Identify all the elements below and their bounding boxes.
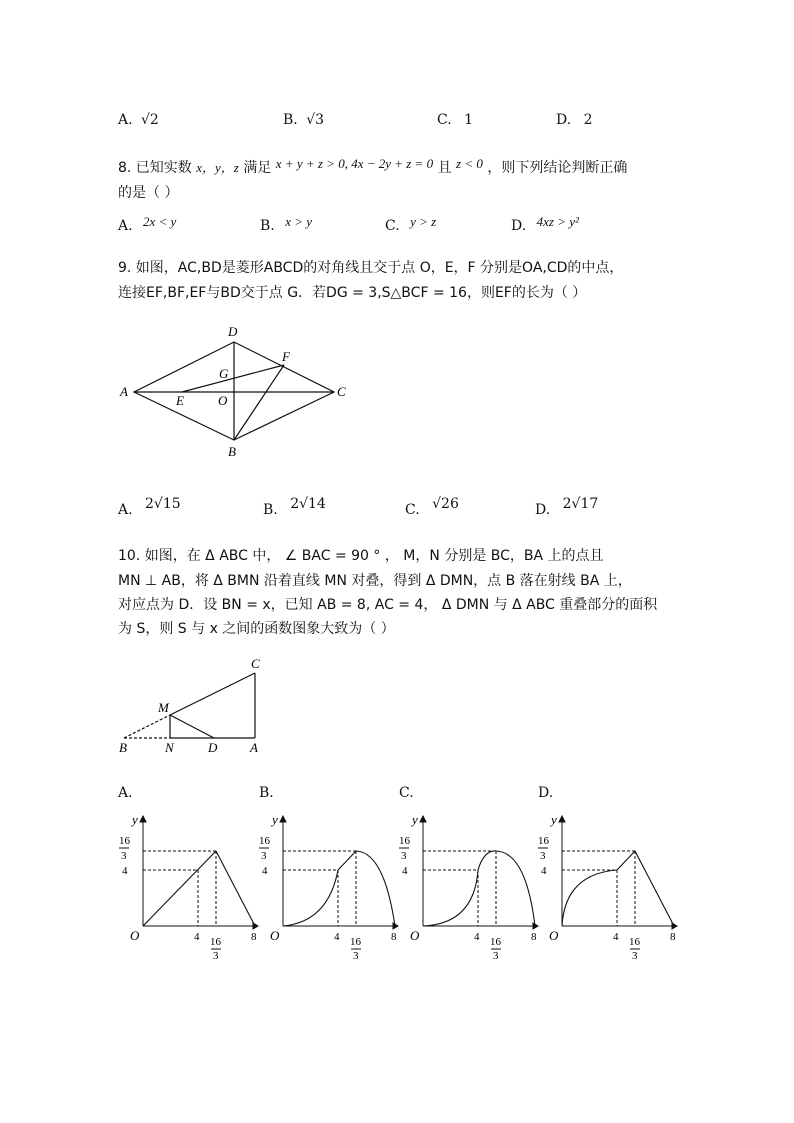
q9-option-c-letter: C. bbox=[405, 502, 420, 518]
q10-graph-c-ytick-3: 3 bbox=[401, 850, 407, 862]
q10-graph-a[interactable] bbox=[114, 812, 260, 960]
q8-option-d-letter: D. bbox=[511, 218, 527, 234]
q8-vars: x，y，z bbox=[196, 160, 239, 175]
q10-graph-d-ytick-16: 16 bbox=[538, 835, 549, 847]
q7-option-c-letter: C. bbox=[437, 112, 452, 128]
q8-stem-line2: 的是（ ） bbox=[118, 185, 179, 201]
q9-label-e: E bbox=[176, 393, 184, 408]
q10-graph-d-origin: O bbox=[549, 928, 559, 943]
q9-rhombus-figure bbox=[112, 318, 362, 463]
q9-option-c[interactable] bbox=[405, 496, 459, 518]
q8-stem-line1 bbox=[118, 157, 627, 177]
q10-graph-b-origin: O bbox=[270, 928, 280, 943]
q7-option-c[interactable] bbox=[437, 112, 473, 128]
q10-graph-c-ytick-16: 16 bbox=[399, 835, 410, 847]
q7-option-b-letter: B. bbox=[283, 112, 298, 128]
q10-graph-c-xtick-16: 16 bbox=[490, 936, 501, 948]
q9-option-b[interactable] bbox=[263, 496, 326, 518]
q8-option-b-text: x > y bbox=[285, 214, 313, 229]
q10-graph-d-xtick-3: 3 bbox=[632, 950, 638, 960]
q7-option-b[interactable] bbox=[283, 112, 324, 128]
q10-graph-d-xtick-16: 16 bbox=[629, 936, 640, 948]
q10-graph-c-origin: O bbox=[410, 928, 420, 943]
q10-graph-d-y-label: y bbox=[551, 812, 557, 827]
q10-graph-b-ytick-3: 3 bbox=[261, 850, 267, 862]
q10-graph-b-xtick-8: 8 bbox=[391, 931, 397, 943]
q10-graph-b-xtick-16: 16 bbox=[350, 936, 361, 948]
q10-graph-c-y-label: y bbox=[412, 812, 418, 827]
q8-option-b-letter: B. bbox=[260, 218, 275, 234]
q8-condition: x + y + z > 0, 4x − 2y + z = 0 bbox=[275, 156, 434, 171]
q8-text-a: 8. 已知实数 bbox=[118, 160, 192, 176]
q10-stem-line4: 为 S，则 S 与 x 之间的函数图象大致为（ ） bbox=[118, 621, 395, 637]
q9-label-d: D bbox=[228, 324, 238, 339]
q7-option-a-letter: A. bbox=[118, 112, 133, 128]
q10-label-d: D bbox=[208, 740, 218, 755]
q10-graph-a-ytick-3: 3 bbox=[121, 850, 127, 862]
q8-option-c-letter: C. bbox=[385, 218, 400, 234]
q10-graph-a-xtick-8: 8 bbox=[251, 931, 257, 943]
q10-graph-a-y-label: y bbox=[132, 812, 138, 827]
q8-text-c: 且 bbox=[437, 160, 452, 176]
q8-option-a[interactable] bbox=[118, 214, 177, 234]
q9-option-a[interactable] bbox=[118, 496, 181, 518]
q10-graph-a-xtick-3: 3 bbox=[213, 950, 219, 960]
q8-condition2: z < 0 bbox=[456, 156, 483, 171]
q10-graph-c-xtick-8: 8 bbox=[531, 931, 537, 943]
q10-graph-a-xtick-16: 16 bbox=[210, 936, 221, 948]
q7-option-c-text: 1 bbox=[464, 112, 474, 128]
q10-graph-d-xtick-4: 4 bbox=[613, 931, 619, 943]
q9-option-d-text: 2√17 bbox=[562, 496, 599, 512]
q7-option-d-text: 2 bbox=[583, 112, 593, 128]
q10-option-a-letter[interactable]: A. bbox=[118, 785, 133, 801]
q10-triangle-figure bbox=[112, 652, 272, 757]
q10-graph-a-xtick-4: 4 bbox=[194, 931, 200, 943]
q10-stem-line2: MN ⊥ AB，将 Δ BMN 沿着直线 MN 对叠，得到 Δ DMN，点 B 落在射线 BA 上， bbox=[118, 573, 632, 589]
q10-graph-d[interactable] bbox=[533, 812, 679, 960]
q9-label-g: G bbox=[219, 366, 229, 381]
q10-option-c-letter[interactable]: C. bbox=[399, 785, 414, 801]
q9-label-c: C bbox=[337, 384, 346, 399]
q8-option-d[interactable] bbox=[511, 214, 579, 234]
q8-option-c-text: y > z bbox=[410, 214, 437, 229]
q9-option-d[interactable] bbox=[535, 496, 599, 518]
q10-graph-c-xtick-4: 4 bbox=[474, 931, 480, 943]
q10-stem-line3: 对应点为 D．设 BN = x，已知 AB = 8, AC = 4， Δ DMN 与 Δ ABC 重叠部分的面积 bbox=[118, 597, 658, 613]
q9-label-f: F bbox=[282, 349, 290, 364]
q9-option-a-text: 2√15 bbox=[145, 496, 181, 512]
q10-stem-line1: 10. 如图，在 Δ ABC 中， ∠ BAC = 90 ° ， M，N 分别是 BC，BA 上的点且 bbox=[118, 548, 604, 564]
q7-option-b-text: √3 bbox=[306, 112, 325, 128]
q7-option-d[interactable] bbox=[556, 112, 593, 128]
q8-option-c[interactable] bbox=[385, 214, 437, 234]
q10-graph-b-ytick-4: 4 bbox=[262, 865, 268, 877]
q9-label-a: A bbox=[120, 384, 128, 399]
q10-graph-b-xtick-3: 3 bbox=[353, 950, 359, 960]
q8-option-d-text: 4xz > y² bbox=[536, 214, 579, 229]
q7-option-d-letter: D. bbox=[556, 112, 572, 128]
q9-stem-line2: 连接EF,BF,EF与BD交于点 G．若DG = 3,S△BCF = 16，则EF的长为（ ） bbox=[118, 285, 587, 301]
q10-graph-b-ytick-16: 16 bbox=[259, 835, 270, 847]
q10-option-d-letter[interactable]: D. bbox=[538, 785, 554, 801]
q8-option-b[interactable] bbox=[260, 214, 313, 234]
q10-label-a: A bbox=[250, 740, 258, 755]
q7-option-a-text: √2 bbox=[141, 112, 159, 128]
q9-option-d-letter: D. bbox=[535, 502, 551, 518]
q10-graph-c-ytick-4: 4 bbox=[402, 865, 408, 877]
q10-graph-b-y-label: y bbox=[272, 812, 278, 827]
q10-graph-a-origin: O bbox=[130, 928, 140, 943]
q10-label-c: C bbox=[251, 656, 260, 671]
q10-graph-d-ytick-4: 4 bbox=[541, 865, 547, 877]
q9-option-b-text: 2√14 bbox=[290, 496, 326, 512]
q10-graph-c-xtick-3: 3 bbox=[493, 950, 499, 960]
q10-graph-b[interactable] bbox=[254, 812, 400, 960]
q9-label-o: O bbox=[218, 393, 228, 408]
q9-option-c-text: √26 bbox=[432, 496, 459, 512]
q8-option-a-letter: A. bbox=[118, 218, 133, 234]
q9-stem-line1: 9. 如图，AC,BD是菱形ABCD的对角线且交于点 O，E，F 分别是OA,CD的中点， bbox=[118, 260, 624, 276]
q10-graph-a-ytick-16: 16 bbox=[119, 835, 130, 847]
q10-graph-a-ytick-4: 4 bbox=[122, 865, 128, 877]
q10-label-b: B bbox=[119, 740, 127, 755]
q10-graph-b-xtick-4: 4 bbox=[334, 931, 340, 943]
q9-option-b-letter: B. bbox=[263, 502, 278, 518]
q9-option-a-letter: A. bbox=[118, 502, 133, 518]
q10-graph-c[interactable] bbox=[394, 812, 540, 960]
q9-label-b: B bbox=[228, 444, 236, 459]
q10-label-n: N bbox=[165, 740, 174, 755]
q10-graph-d-ytick-3: 3 bbox=[540, 850, 546, 862]
q8-text-d: ，则下列结论判断正确 bbox=[487, 160, 628, 176]
q8-text-b: 满足 bbox=[243, 160, 272, 176]
q10-label-m: M bbox=[158, 700, 169, 715]
q10-option-b-letter[interactable]: B. bbox=[259, 785, 274, 801]
q10-graph-d-xtick-8: 8 bbox=[670, 931, 676, 943]
q7-option-a[interactable] bbox=[118, 112, 159, 128]
q8-option-a-text: 2x < y bbox=[143, 214, 177, 229]
